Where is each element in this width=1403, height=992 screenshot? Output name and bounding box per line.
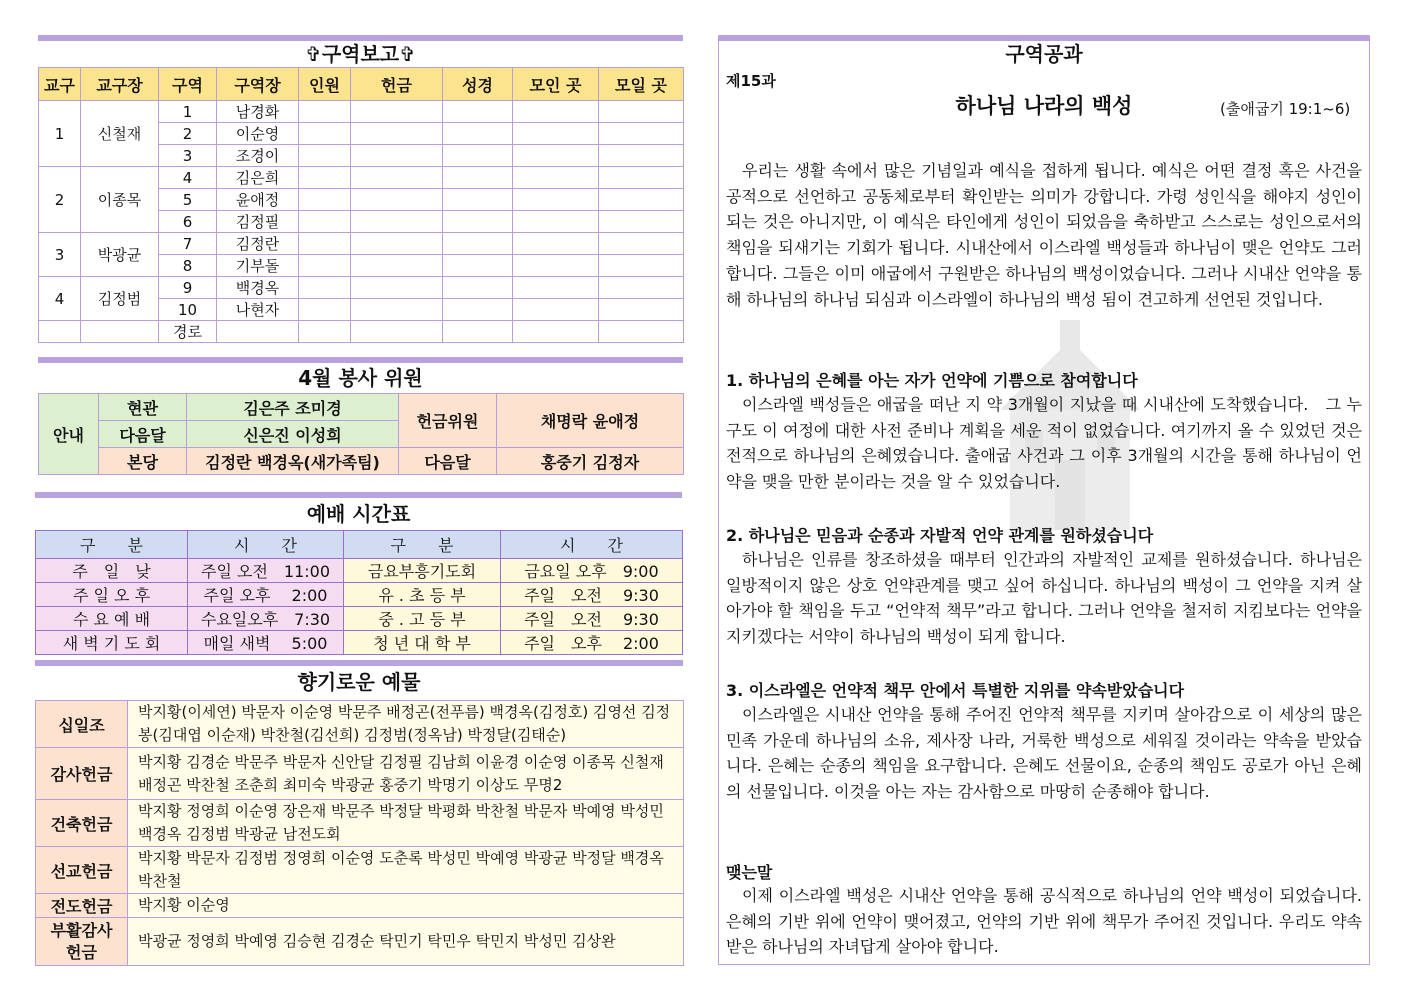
area-number: 8 (159, 255, 217, 277)
lesson-point-3-heading: 3. 이스라엘은 언약적 책무 안에서 특별한 지위를 약속받았습니다 (726, 681, 1185, 700)
bible-cell[interactable] (443, 233, 513, 255)
district-number (39, 321, 81, 343)
service-time: 금요일 오후 9:00 (501, 559, 683, 583)
table-row (39, 321, 684, 343)
lesson-number: 제15과 (726, 72, 776, 90)
next-month-names: 홍중기 김정자 (497, 448, 684, 475)
table-row (36, 701, 684, 748)
offering-cell[interactable] (351, 123, 443, 145)
service-name: 주 일 오 후 (36, 583, 188, 607)
lesson-section-title: 구역공과 (1005, 42, 1083, 66)
lesson-point-2-heading: 2. 하나님은 믿음과 순종과 자발적 언약 관계를 원하셨습니다 (726, 526, 1154, 545)
col-header: 모인 곳 (513, 68, 599, 101)
table-row (36, 894, 684, 918)
guide-label: 안내 (39, 394, 99, 475)
worship-table (35, 530, 683, 655)
col-header: 성경 (443, 68, 513, 101)
count-cell[interactable] (299, 123, 351, 145)
lesson-conclusion-heading: 맺는말 (726, 863, 773, 882)
area-head: 김은희 (217, 167, 299, 189)
bible-cell[interactable] (443, 255, 513, 277)
lesson-point-1-heading: 1. 하나님의 은혜를 아는 자가 언약에 기쁨으로 참여합니다 (726, 371, 1138, 390)
count-cell[interactable] (299, 321, 351, 343)
service-time: 주일 오전 9:30 (501, 607, 683, 631)
offering-type: 선교헌금 (36, 847, 128, 894)
service-name: 청 년 대 학 부 (344, 631, 501, 655)
offering-cell[interactable] (351, 255, 443, 277)
service-time: 주일 오전 11:00 (188, 559, 344, 583)
offering-cell[interactable] (351, 189, 443, 211)
service-name: 주 일 낮 (36, 559, 188, 583)
worship-title: 예배 시간표 (306, 502, 411, 526)
district-leader: 김정범 (81, 277, 159, 321)
offering-type: 십일조 (36, 701, 128, 748)
area-number: 6 (159, 211, 217, 233)
met-place-cell[interactable] (513, 233, 599, 255)
bible-cell[interactable] (443, 145, 513, 167)
met-place-cell[interactable] (513, 189, 599, 211)
col-header: 모일 곳 (599, 68, 684, 101)
area-head: 윤애정 (217, 189, 299, 211)
col-header: 구 분 (344, 531, 501, 559)
service-name: 수 요 예 배 (36, 607, 188, 631)
next-place-cell[interactable] (599, 299, 684, 321)
area-head (217, 321, 299, 343)
table-row (39, 277, 684, 299)
bible-cell[interactable] (443, 299, 513, 321)
count-cell[interactable] (299, 299, 351, 321)
count-cell[interactable] (299, 277, 351, 299)
bible-cell[interactable] (443, 321, 513, 343)
area-number: 9 (159, 277, 217, 299)
col-header: 구역 (159, 68, 217, 101)
bible-cell[interactable] (443, 189, 513, 211)
service-name: 유 . 초 등 부 (344, 583, 501, 607)
count-cell[interactable] (299, 145, 351, 167)
area-head: 남경화 (217, 101, 299, 123)
bible-cell[interactable] (443, 167, 513, 189)
bible-cell[interactable] (443, 101, 513, 123)
col-header: 헌금 (351, 68, 443, 101)
lesson-title: 하나님 나라의 백성 (955, 94, 1133, 118)
offering-names: 박지황(이세연) 박문자 이순영 박문주 배정곤(전푸름) 백경옥(김정호) 김영선 김정봉(김대엽 이순재) 박찬철(김선희) 김정범(정옥남) 박정달(김태순) (128, 701, 684, 748)
offering-names: 박지황 이순영 (128, 894, 684, 918)
district-number: 1 (39, 101, 81, 167)
table-row (39, 233, 684, 255)
col-header: 인원 (299, 68, 351, 101)
duty-title: 4월 봉사 위원 (298, 366, 423, 390)
met-place-cell[interactable] (513, 255, 599, 277)
bible-cell[interactable] (443, 123, 513, 145)
lesson-conclusion-body: 이제 이스라엘 백성은 시내산 언약을 통해 공식적으로 하나님의 언약 백성이 되었습니다. 은혜의 기반 위에 언약이 맺어졌고, 언약의 기반 위에 책무가 주어진 것입니다. 우리도 약속받은 하나님의 자녀답게 살아야 합니다. (726, 886, 1362, 957)
bible-cell[interactable] (443, 211, 513, 233)
next-place-cell[interactable] (599, 277, 684, 299)
district-leader: 박광균 (81, 233, 159, 277)
offering-cell[interactable] (351, 101, 443, 123)
met-place-cell[interactable] (513, 167, 599, 189)
next-place-cell[interactable] (599, 211, 684, 233)
table-row (39, 394, 684, 421)
offering-cell[interactable] (351, 211, 443, 233)
district-number: 3 (39, 233, 81, 277)
table-row (36, 847, 684, 894)
table-row (39, 167, 684, 189)
lesson-intro: 우리는 생활 속에서 많은 기념일과 예식을 접하게 됩니다. 예식은 어떤 결정 혹은 사건을 공적으로 선언하고 공동체로부터 확인받는 의미가 강합니다. 가령 성인식을 해야지 성인이 되는 것은 아니지만, 이 예식은 타인에게 성인이 되었음을 축하받고 스스로는 성인으로서의 책임을 되새기는 기회가 됩니다. 시내산에서 이스라엘 백성들과 하나님이 맺은 언약도 그러합니다. 그들은 이미 애굽에서 구원받은 하나님의 백성이었습니다. 그러나 시내산 언약을 통해 하나님의 하나님 되심과 이스라엘이 하나님의 백성 됨이 견고하게 선언된 것입니다. (726, 161, 1362, 309)
lesson-point-1-body: 이스라엘 백성들은 애굽을 떠난 지 약 3개월이 지났을 때 시내산에 도착했습니다. 그 누구도 이 여정에 대한 사전 준비나 계획을 세운 적이 없었습니다. 여기까지 올 수 있었던 것은 전적으로 하나님의 은혜였습니다. 출애굽 사건과 그 이후 3개월의 시간을 통해 하나님이 언약을 맺을 만한 분이라는 것을 알 수 있었습니다. (726, 395, 1362, 492)
duty-names: 김은주 조미경 (187, 394, 399, 421)
table-row (36, 800, 684, 847)
scripture-reference: (출애굽기 19:1~6) (1220, 100, 1351, 118)
area-number: 7 (159, 233, 217, 255)
area-head: 기부돌 (217, 255, 299, 277)
district-number: 2 (39, 167, 81, 233)
offering-cell[interactable] (351, 167, 443, 189)
offering-committee-label: 헌금위원 (399, 394, 497, 448)
count-cell[interactable] (299, 211, 351, 233)
table-row (36, 559, 683, 583)
worship-header-row (36, 531, 683, 559)
area-head: 나현자 (217, 299, 299, 321)
service-name: 금요부흥기도회 (344, 559, 501, 583)
offering-cell[interactable] (351, 277, 443, 299)
area-number: 경로 (159, 321, 217, 343)
table-row (36, 607, 683, 631)
district-number: 4 (39, 277, 81, 321)
offering-type: 부활감사 헌금 (36, 918, 128, 966)
table-row (39, 448, 684, 475)
count-cell[interactable] (299, 167, 351, 189)
count-cell[interactable] (299, 101, 351, 123)
area-head: 조경이 (217, 145, 299, 167)
met-place-cell[interactable] (513, 277, 599, 299)
table-row (36, 631, 683, 655)
col-header: 구역장 (217, 68, 299, 101)
service-time: 주일 오후 2:00 (188, 583, 344, 607)
area-number: 3 (159, 145, 217, 167)
next-month-label: 다음달 (399, 448, 497, 475)
offering-type: 감사헌금 (36, 748, 128, 800)
offering-names: 박지황 김경순 박문주 박문자 신안달 김정필 김남희 이윤경 이순영 이종목 신철재 배정곤 박찬철 조춘희 최미숙 박광균 홍중기 박명기 이상도 무명2 (128, 748, 684, 800)
area-head: 이순영 (217, 123, 299, 145)
area-number: 4 (159, 167, 217, 189)
duty-place: 본당 (99, 448, 187, 475)
service-time: 수요일오후 7:30 (188, 607, 344, 631)
offering-type: 전도헌금 (36, 894, 128, 918)
service-name: 새 벽 기 도 회 (36, 631, 188, 655)
area-head: 김정란 (217, 233, 299, 255)
district-leader: 신철재 (81, 101, 159, 167)
table-row (36, 918, 684, 966)
area-number: 1 (159, 101, 217, 123)
offering-names: 박지황 정영희 이순영 장은재 박문주 박정달 박평화 박찬철 박문자 박예영 박성민 백경옥 김정범 박광균 남전도회 (128, 800, 684, 847)
count-cell[interactable] (299, 233, 351, 255)
lesson-point-3-body: 이스라엘은 시내산 언약을 통해 주어진 언약적 책무를 지키며 살아감으로 이 세상의 많은 민족 가운데 하나님의 소유, 제사장 나라, 거룩한 백성으로 세워질 것이라는 약속을 받았습니다. 은혜는 순종의 책임을 요구합니다. 은혜도 선물이요, 순종의 책임도 공로가 아닌 은혜의 선물입니다. 이것을 아는 자는 감사함으로 마땅히 순종해야 합니다. (726, 705, 1362, 802)
report-header-row (39, 68, 684, 101)
met-place-cell[interactable] (513, 145, 599, 167)
col-header: 시 간 (188, 531, 344, 559)
next-place-cell[interactable] (599, 145, 684, 167)
area-head: 백경옥 (217, 277, 299, 299)
service-name: 중 . 고 등 부 (344, 607, 501, 631)
next-place-cell[interactable] (599, 321, 684, 343)
table-row (36, 583, 683, 607)
offering-cell[interactable] (351, 145, 443, 167)
offering-cell[interactable] (351, 233, 443, 255)
service-time: 주일 오후 2:00 (501, 631, 683, 655)
offering-title: 향기로운 예물 (297, 670, 421, 694)
offering-type: 건축헌금 (36, 800, 128, 847)
area-number: 5 (159, 189, 217, 211)
duty-table (38, 393, 684, 475)
col-header: 교구장 (81, 68, 159, 101)
duty-names: 김정란 백경옥(새가족팀) (187, 448, 399, 475)
next-place-cell[interactable] (599, 189, 684, 211)
offering-names: 박지황 박문자 김정범 정영희 이순영 도춘록 박성민 박예영 박광균 박정달 백경옥 박찬철 (128, 847, 684, 894)
next-place-cell[interactable] (599, 255, 684, 277)
count-cell[interactable] (299, 255, 351, 277)
met-place-cell[interactable] (513, 321, 599, 343)
district-leader: 이종목 (81, 167, 159, 233)
met-place-cell[interactable] (513, 299, 599, 321)
col-header: 시 간 (501, 531, 683, 559)
next-place-cell[interactable] (599, 233, 684, 255)
bible-cell[interactable] (443, 277, 513, 299)
duty-place: 현관 (99, 394, 187, 421)
duty-names: 신은진 이성희 (187, 421, 399, 448)
col-header: 교구 (39, 68, 81, 101)
offering-cell[interactable] (351, 299, 443, 321)
lesson-point-2-body: 하나님은 인류를 창조하셨을 때부터 인간과의 자발적인 교제를 원하셨습니다. 하나님은 일방적이지 않은 상호 언약관계를 맺고 싶어 하십니다. 하나님의 백성이 그 언약을 지켜 살아가야 할 책임을 두고 “언약적 책무”라고 합니다. 그러나 언약을 철저히 지킴보다는 언약을 지키겠다는 서약이 하나님의 백성이 되게 합니다. (726, 550, 1362, 647)
report-title: ✞구역보고✞ (305, 42, 416, 66)
service-time: 매일 새벽 5:00 (188, 631, 344, 655)
next-place-cell[interactable] (599, 123, 684, 145)
offering-table (35, 700, 684, 966)
next-place-cell[interactable] (599, 167, 684, 189)
count-cell[interactable] (299, 189, 351, 211)
next-place-cell[interactable] (599, 101, 684, 123)
table-row (36, 748, 684, 800)
met-place-cell[interactable] (513, 211, 599, 233)
offering-cell[interactable] (351, 321, 443, 343)
area-head: 김정필 (217, 211, 299, 233)
duty-place: 다음달 (99, 421, 187, 448)
area-number: 2 (159, 123, 217, 145)
met-place-cell[interactable] (513, 123, 599, 145)
offering-committee-names: 채명락 윤애정 (497, 394, 684, 448)
district-leader (81, 321, 159, 343)
col-header: 구 분 (36, 531, 188, 559)
offering-names: 박광균 정영희 박예영 김승현 김경순 탁민기 탁민우 탁민지 박성민 김상완 (128, 918, 684, 966)
table-row (39, 101, 684, 123)
met-place-cell[interactable] (513, 101, 599, 123)
service-time: 주일 오전 9:30 (501, 583, 683, 607)
area-number: 10 (159, 299, 217, 321)
report-table (38, 67, 684, 343)
